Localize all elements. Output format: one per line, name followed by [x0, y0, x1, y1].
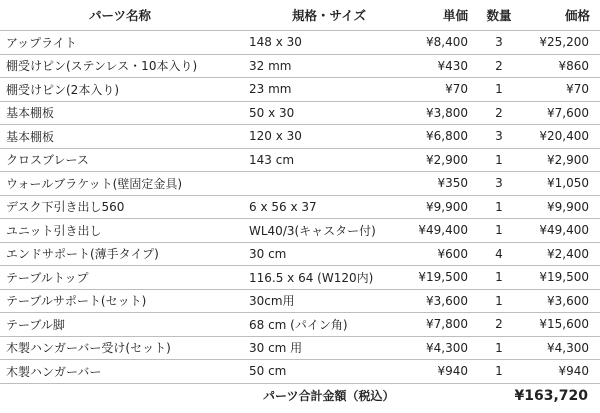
total-amount: ¥163,720	[514, 387, 588, 404]
quantity-cell: 4	[495, 246, 503, 261]
table-row	[0, 243, 600, 267]
price-cell: ¥70	[566, 82, 589, 97]
quantity-cell: 3	[495, 129, 503, 144]
spec-cell: 32 mm	[249, 58, 292, 73]
table-row	[0, 149, 600, 173]
price-cell: ¥2,900	[547, 152, 589, 167]
unit-price-cell: ¥350	[437, 176, 468, 191]
table-row	[0, 78, 600, 102]
part-name-cell: 木製ハンガーバー	[6, 364, 102, 379]
quantity-cell: 1	[495, 199, 503, 214]
table-row	[0, 337, 600, 361]
spec-cell: 6 x 56 x 37	[249, 199, 317, 214]
total-row	[0, 384, 600, 408]
table-row	[0, 360, 600, 384]
quantity-cell: 1	[495, 293, 503, 308]
price-cell: ¥940	[558, 364, 589, 379]
part-name-cell: テーブル脚	[6, 317, 65, 332]
quantity-cell: 1	[495, 340, 503, 355]
unit-price-cell: ¥940	[437, 364, 468, 379]
spec-cell: 50 x 30	[249, 105, 295, 120]
spec-cell: 68 cm (パイン角)	[249, 317, 348, 332]
unit-price-cell: ¥4,300	[426, 340, 468, 355]
table-header-row	[0, 0, 600, 31]
part-name-cell: テーブルトップ	[6, 270, 89, 285]
part-name-cell: ウォールブラケット(壁固定金具)	[6, 176, 183, 191]
table-row	[0, 313, 600, 337]
quantity-cell: 2	[495, 58, 503, 73]
price-cell: ¥1,050	[547, 176, 589, 191]
price-cell: ¥19,500	[539, 270, 589, 285]
unit-price-cell: ¥600	[437, 246, 468, 261]
quantity-cell: 3	[495, 35, 503, 50]
quantity-cell: 1	[495, 82, 503, 97]
price-cell: ¥20,400	[539, 129, 589, 144]
quantity-cell: 2	[495, 317, 503, 332]
unit-price-cell: ¥3,600	[426, 293, 468, 308]
part-name-cell: 棚受けピン(ステンレス・10本入り)	[6, 59, 198, 74]
spec-cell: 30 cm	[249, 246, 287, 261]
header-quantity: 数量	[486, 8, 512, 23]
header-unit-price: 単価	[442, 8, 468, 23]
spec-cell: 30 cm 用	[249, 341, 303, 356]
part-name-cell: 基本棚板	[6, 129, 55, 144]
unit-price-cell: ¥19,500	[418, 270, 468, 285]
table-row	[0, 219, 600, 243]
price-cell: ¥3,600	[547, 293, 589, 308]
part-name-cell: エンドサポート(薄手タイプ)	[6, 247, 159, 262]
unit-price-cell: ¥9,900	[426, 199, 468, 214]
part-name-cell: デスク下引き出し560	[6, 200, 125, 215]
part-name-cell: アップライト	[6, 35, 77, 50]
unit-price-cell: ¥430	[437, 58, 468, 73]
part-name-cell: テーブルサポート(セット)	[6, 294, 147, 309]
table-row	[0, 290, 600, 314]
spec-cell: 50 cm	[249, 364, 287, 379]
part-name-cell: クロスブレース	[6, 153, 89, 168]
quantity-cell: 3	[495, 176, 503, 191]
header-part-name: パーツ名称	[88, 8, 151, 23]
spec-cell: 30cm用	[249, 294, 295, 309]
table-row	[0, 102, 600, 126]
unit-price-cell: ¥7,800	[426, 317, 468, 332]
table-row	[0, 55, 600, 79]
part-name-cell: ユニット引き出し	[6, 223, 102, 238]
spec-cell	[249, 172, 409, 195]
price-cell: ¥49,400	[539, 223, 589, 238]
spec-cell: 23 mm	[249, 82, 292, 97]
price-cell: ¥15,600	[539, 317, 589, 332]
spec-cell: WL40/3(キャスター付)	[249, 223, 376, 238]
table-row	[0, 125, 600, 149]
unit-price-cell: ¥3,800	[426, 105, 468, 120]
total-label: パーツ合計金額（税込）	[263, 389, 395, 403]
quantity-cell: 1	[495, 223, 503, 238]
quantity-cell: 1	[495, 270, 503, 285]
spec-cell: 148 x 30	[249, 35, 302, 50]
header-price: 価格	[564, 8, 590, 23]
table-row	[0, 266, 600, 290]
table-row	[0, 31, 600, 55]
header-spec-size: 規格・サイズ	[291, 8, 366, 23]
price-cell: ¥25,200	[539, 35, 589, 50]
quantity-cell: 2	[495, 105, 503, 120]
unit-price-cell: ¥49,400	[418, 223, 468, 238]
table-row	[0, 172, 600, 196]
spec-cell: 143 cm	[249, 152, 295, 167]
spec-cell: 116.5 x 64 (W120内)	[249, 270, 374, 285]
unit-price-cell: ¥6,800	[426, 129, 468, 144]
unit-price-cell: ¥2,900	[426, 152, 468, 167]
price-cell: ¥2,400	[547, 246, 589, 261]
quantity-cell: 1	[495, 152, 503, 167]
price-cell: ¥9,900	[547, 199, 589, 214]
unit-price-cell: ¥8,400	[426, 35, 468, 50]
price-cell: ¥7,600	[547, 105, 589, 120]
part-name-cell: 木製ハンガーバー受け(セット)	[6, 341, 171, 356]
table-row	[0, 196, 600, 220]
quantity-cell: 1	[495, 364, 503, 379]
unit-price-cell: ¥70	[445, 82, 468, 97]
price-cell: ¥860	[558, 58, 589, 73]
part-name-cell: 棚受けピン(2本入り)	[6, 82, 119, 97]
table-body	[0, 31, 600, 384]
spec-cell: 120 x 30	[249, 129, 302, 144]
part-name-cell: 基本棚板	[6, 106, 55, 121]
price-cell: ¥4,300	[547, 340, 589, 355]
